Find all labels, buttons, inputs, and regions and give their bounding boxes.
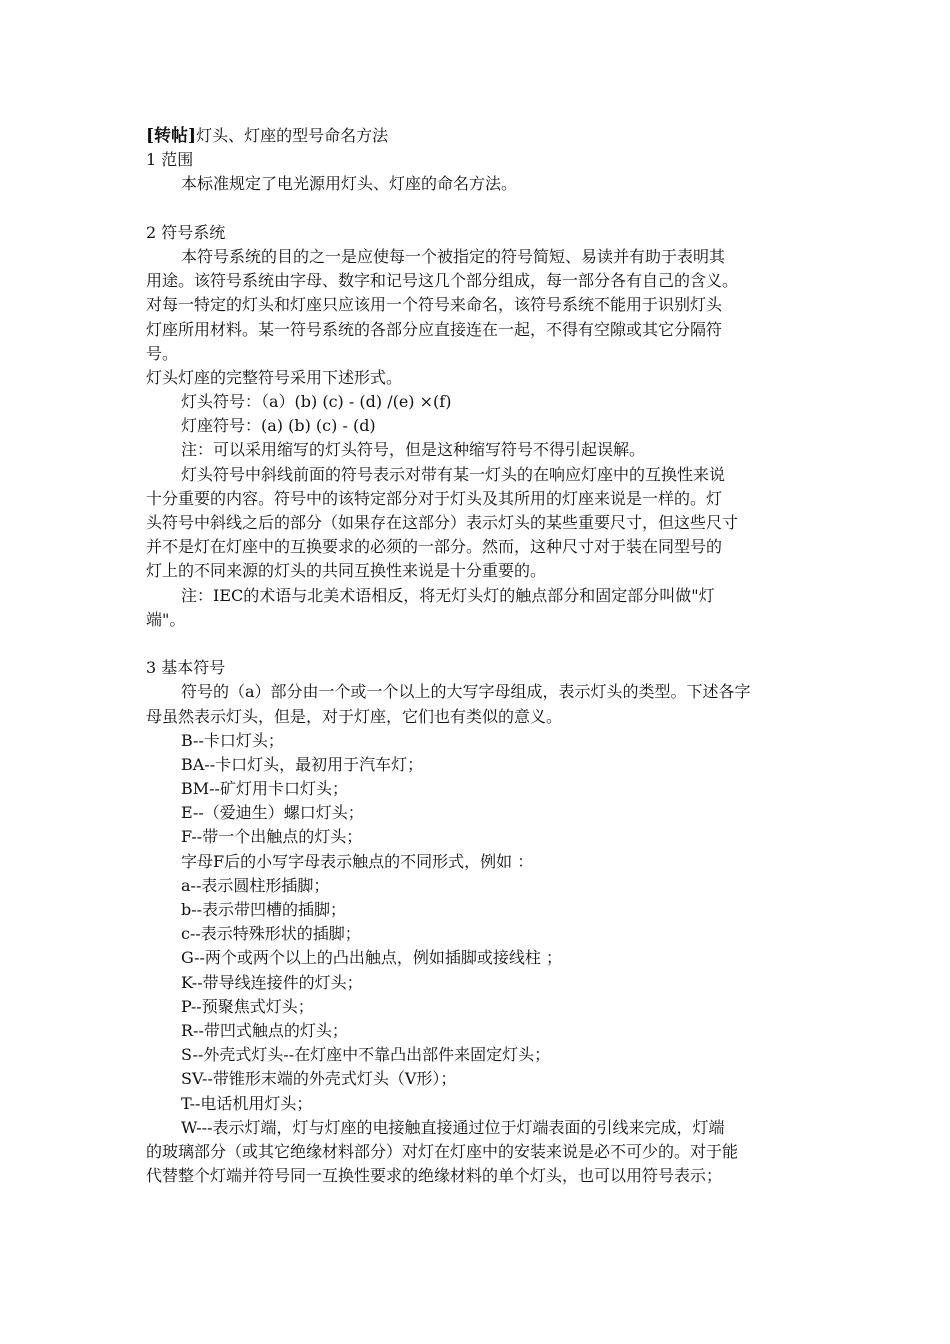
list-item: S--外壳式灯头--在灯座中不靠凸出部件来固定灯头； bbox=[181, 1045, 551, 1065]
title-text: 灯头、灯座的型号命名方法 bbox=[196, 126, 389, 145]
note-2-cont: 端"。 bbox=[146, 609, 186, 629]
paragraph-line: 对每一特定的灯头和灯座只应该用一个符号来命名，该符号系统不能用于识别灯头 bbox=[146, 295, 723, 315]
list-item: a--表示圆柱形插脚； bbox=[181, 875, 330, 895]
paragraph-line: 符号的（a）部分由一个或一个以上的大写字母组成，表示灯头的类型。下述各字 bbox=[181, 682, 751, 702]
paragraph-line: 灯头符号中斜线前面的符号表示对带有某一灯头的在响应灯座中的互换性来说 bbox=[181, 464, 726, 484]
list-item: G--两个或两个以上的凸出触点，例如插脚或接线柱 ； bbox=[181, 948, 562, 968]
paragraph-line: 灯座所用材料。某一符号系统的各部分应直接连在一起，不得有空隙或其它分隔符 bbox=[146, 319, 723, 339]
form-intro: 灯头灯座的完整符号采用下述形式。 bbox=[146, 367, 403, 387]
list-item: F--带一个出触点的灯头； bbox=[181, 827, 363, 847]
list-item: c--表示特殊形状的插脚； bbox=[181, 924, 361, 944]
note-1: 注：可以采用缩写的灯头符号，但是这种缩写符号不得引起误解。 bbox=[181, 440, 646, 460]
spacer bbox=[146, 197, 806, 221]
paragraph-line: 灯上的不同来源的灯头的共同互换性来说是十分重要的。 bbox=[146, 561, 547, 581]
list-item: 字母F后的小写字母表示触点的不同形式，例如 ： bbox=[181, 851, 534, 871]
list-item: b--表示带凹槽的插脚； bbox=[181, 900, 347, 919]
spacer bbox=[146, 632, 806, 656]
list-item: SV--带锥形末端的外壳式灯头（V形）； bbox=[181, 1069, 457, 1089]
list-item: BM--矿灯用卡口灯头； bbox=[181, 779, 348, 799]
paragraph-line: 本符号系统的目的之一是应使每一个被指定的符号简短、易读并有助于表明其 bbox=[181, 246, 726, 266]
list-item: P--预聚焦式灯头； bbox=[181, 996, 314, 1016]
list-item: T--电话机用灯头； bbox=[181, 1093, 313, 1113]
document-title bbox=[146, 124, 806, 148]
paragraph-line: W---表示灯端，灯与灯座的电接触直接通过位于灯端表面的引线来完成，灯端 bbox=[181, 1117, 725, 1137]
section-3-heading: 3 基本符号 bbox=[146, 658, 226, 678]
list-item: B--卡口灯头； bbox=[181, 730, 284, 750]
list-item: E--（爱迪生）螺口灯头； bbox=[181, 803, 364, 823]
paragraph-line: 母虽然表示灯头，但是，对于灯座，它们也有类似的意义。 bbox=[146, 706, 563, 726]
section-1-heading: 1 范围 bbox=[146, 150, 194, 170]
note-2: 注：IEC的术语与北美术语相反，将无灯头灯的触点部分和固定部分叫做"灯 bbox=[181, 585, 715, 605]
paragraph-line: 并不是灯在灯座中的互换要求的必须的一部分。然而，这种尺寸对于装在同型号的 bbox=[146, 537, 723, 557]
section-2-heading: 2 符号系统 bbox=[146, 222, 226, 242]
document-body bbox=[146, 124, 806, 1188]
paragraph-line: 十分重要的内容。符号中的该特定部分对于灯头及其所用的灯座来说是一样的。灯 bbox=[146, 488, 723, 508]
list-item: R--带凹式触点的灯头； bbox=[181, 1020, 348, 1040]
holder-symbol-format: 灯座符号：(a) (b) (c) - (d) bbox=[181, 416, 376, 436]
list-item: BA--卡口灯头，最初用于汽车灯； bbox=[181, 754, 424, 774]
paragraph-line: 号。 bbox=[146, 343, 179, 363]
paragraph-line: 的玻璃部分（或其它绝缘材料部分）对灯在灯座中的安装来说是必不可少的。对于能 bbox=[146, 1141, 739, 1161]
cap-symbol-format: 灯头符号：（a）(b) (c) - (d) /(e) ×(f) bbox=[181, 392, 452, 412]
symbol-list bbox=[146, 729, 806, 1116]
paragraph-line: 用途。该符号系统由字母、数字和记号这几个部分组成，每一部分各有自己的含义。 bbox=[146, 271, 739, 291]
paragraph-line: 头符号中斜线之后的部分（如果存在这部分）表示灯头的某些重要尺寸，但这些尺寸 bbox=[146, 513, 739, 532]
list-item: K--带导线连接件的灯头； bbox=[181, 972, 363, 992]
repost-tag: [转帖] bbox=[146, 126, 197, 146]
paragraph-line: 代替整个灯端并符号同一互换性要求的绝缘材料的单个灯头，也可以用符号表示； bbox=[146, 1166, 723, 1186]
section-1-paragraph: 本标准规定了电光源用灯头、灯座的命名方法。 bbox=[181, 174, 518, 194]
